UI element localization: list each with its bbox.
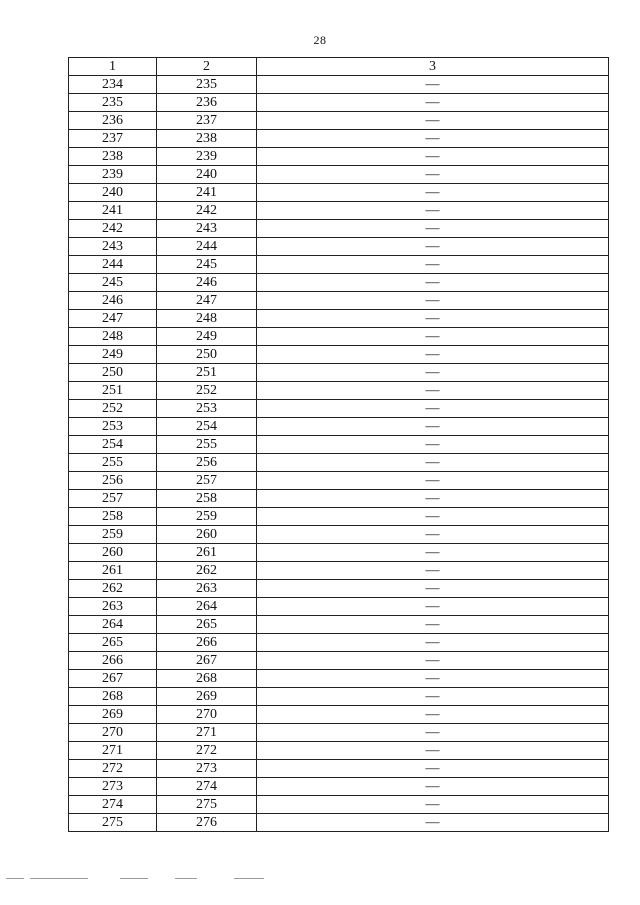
table-row [69,76,609,94]
table-row [69,364,609,382]
table-cell-col-1: 245 [69,274,157,292]
footer-scan-marks [0,874,640,884]
table-row [69,328,609,346]
table-cell-col-3: — [257,634,609,652]
table-row [69,544,609,562]
table-cell-col-1: 240 [69,184,157,202]
table-cell-col-2: 254 [157,418,257,436]
table-row [69,220,609,238]
table-row [69,274,609,292]
table-cell-col-2: 258 [157,490,257,508]
table-cell-col-2: 276 [157,814,257,832]
table-row [69,580,609,598]
table-body [69,76,609,832]
table-cell-col-2: 235 [157,76,257,94]
table-cell-col-3: — [257,382,609,400]
table-cell-col-3: — [257,724,609,742]
table-row [69,706,609,724]
table-cell-col-3: — [257,796,609,814]
table-cell-col-3: — [257,490,609,508]
header-row [69,58,609,76]
table-cell-col-1: 264 [69,616,157,634]
table-cell-col-1: 265 [69,634,157,652]
table-cell-col-3: — [257,364,609,382]
table-cell-col-1: 239 [69,166,157,184]
table-cell-col-1: 270 [69,724,157,742]
table-row [69,256,609,274]
table-cell-col-3: — [257,256,609,274]
table-row [69,634,609,652]
table-cell-col-3: — [257,652,609,670]
table-row [69,598,609,616]
table-cell-col-3: — [257,346,609,364]
table-row [69,418,609,436]
table-row [69,94,609,112]
table-cell-col-2: 252 [157,382,257,400]
table-cell-col-3: — [257,472,609,490]
table-cell-col-1: 267 [69,670,157,688]
table-row [69,724,609,742]
table-cell-col-2: 242 [157,202,257,220]
table-cell-col-3: — [257,616,609,634]
table-cell-col-3: — [257,202,609,220]
table-cell-col-2: 260 [157,526,257,544]
table-cell-col-3: — [257,508,609,526]
table-cell-col-1: 247 [69,310,157,328]
page-number: 28 [313,33,327,47]
table-row [69,310,609,328]
table-cell-col-2: 269 [157,688,257,706]
table-cell-col-1: 271 [69,742,157,760]
table-cell-col-3: — [257,76,609,94]
table-cell-col-2: 248 [157,310,257,328]
table-cell-col-2: 246 [157,274,257,292]
table-cell-col-1: 249 [69,346,157,364]
table-cell-col-2: 259 [157,508,257,526]
table-row [69,112,609,130]
table-cell-col-2: 255 [157,436,257,454]
table-row [69,238,609,256]
table-cell-col-3: — [257,814,609,832]
table-cell-col-1: 263 [69,598,157,616]
table-cell-col-1: 273 [69,778,157,796]
table-cell-col-1: 262 [69,580,157,598]
table-cell-col-1: 253 [69,418,157,436]
table-cell-col-1: 246 [69,292,157,310]
table-cell-col-3: — [257,148,609,166]
table-cell-col-3: — [257,598,609,616]
table-cell-col-2: 261 [157,544,257,562]
table-cell-col-1: 258 [69,508,157,526]
table-cell-col-2: 271 [157,724,257,742]
table-row [69,202,609,220]
table-cell-col-3: — [257,418,609,436]
table-cell-col-3: — [257,544,609,562]
table-cell-col-2: 237 [157,112,257,130]
table-cell-col-3: — [257,688,609,706]
table-row [69,292,609,310]
table-row [69,130,609,148]
table-cell-col-1: 234 [69,76,157,94]
table-cell-col-1: 274 [69,796,157,814]
table-header [69,58,609,76]
table-row [69,400,609,418]
table-row [69,472,609,490]
table-row [69,490,609,508]
table-cell-col-1: 243 [69,238,157,256]
table-row [69,814,609,832]
table-cell-col-3: — [257,778,609,796]
table-cell-col-1: 237 [69,130,157,148]
table-cell-col-1: 260 [69,544,157,562]
table-cell-col-2: 238 [157,130,257,148]
table-cell-col-1: 269 [69,706,157,724]
table-cell-col-2: 257 [157,472,257,490]
table-cell-col-2: 266 [157,634,257,652]
table-row [69,508,609,526]
data-table-container [68,57,608,832]
table-cell-col-2: 243 [157,220,257,238]
table-cell-col-3: — [257,220,609,238]
table-cell-col-3: — [257,94,609,112]
column-header-3: 3 [257,58,609,76]
table-cell-col-1: 242 [69,220,157,238]
table-cell-col-2: 240 [157,166,257,184]
table-cell-col-3: — [257,130,609,148]
table-cell-col-2: 256 [157,454,257,472]
table-row [69,562,609,580]
table-cell-col-3: — [257,742,609,760]
table-cell-col-1: 235 [69,94,157,112]
table-cell-col-1: 238 [69,148,157,166]
table-row [69,526,609,544]
table-row [69,652,609,670]
table-cell-col-3: — [257,292,609,310]
table-cell-col-3: — [257,670,609,688]
table-cell-col-2: 241 [157,184,257,202]
table-row [69,166,609,184]
table-cell-col-1: 272 [69,760,157,778]
table-cell-col-3: — [257,400,609,418]
table-cell-col-1: 257 [69,490,157,508]
table-cell-col-1: 261 [69,562,157,580]
table-cell-col-3: — [257,274,609,292]
table-cell-col-2: 262 [157,562,257,580]
table-cell-col-2: 275 [157,796,257,814]
table-cell-col-3: — [257,454,609,472]
table-cell-col-1: 248 [69,328,157,346]
table-cell-col-2: 264 [157,598,257,616]
table-cell-col-2: 270 [157,706,257,724]
table-cell-col-2: 263 [157,580,257,598]
table-row [69,778,609,796]
table-cell-col-1: 256 [69,472,157,490]
table-cell-col-1: 255 [69,454,157,472]
table-row [69,796,609,814]
table-cell-col-2: 244 [157,238,257,256]
column-header-2: 2 [157,58,257,76]
table-cell-col-2: 274 [157,778,257,796]
table-cell-col-3: — [257,112,609,130]
table-cell-col-2: 268 [157,670,257,688]
table-cell-col-1: 250 [69,364,157,382]
table-cell-col-2: 273 [157,760,257,778]
table-cell-col-1: 244 [69,256,157,274]
table-row [69,454,609,472]
table-row [69,760,609,778]
table-cell-col-1: 236 [69,112,157,130]
table-cell-col-2: 236 [157,94,257,112]
table-row [69,346,609,364]
table-cell-col-3: — [257,562,609,580]
table-cell-col-1: 252 [69,400,157,418]
table-cell-col-1: 275 [69,814,157,832]
table-cell-col-2: 250 [157,346,257,364]
table-cell-col-1: 268 [69,688,157,706]
table-cell-col-3: — [257,184,609,202]
table-cell-col-2: 267 [157,652,257,670]
table-cell-col-3: — [257,706,609,724]
table-cell-col-1: 251 [69,382,157,400]
table-row [69,688,609,706]
table-row [69,184,609,202]
table-cell-col-2: 253 [157,400,257,418]
table-cell-col-2: 245 [157,256,257,274]
table-cell-col-2: 251 [157,364,257,382]
table-cell-col-1: 266 [69,652,157,670]
table-cell-col-2: 272 [157,742,257,760]
table-row [69,148,609,166]
table-row [69,742,609,760]
table-cell-col-1: 254 [69,436,157,454]
table-cell-col-2: 247 [157,292,257,310]
table-cell-col-3: — [257,580,609,598]
table-cell-col-2: 239 [157,148,257,166]
table-row [69,382,609,400]
table-row [69,616,609,634]
table-cell-col-3: — [257,166,609,184]
table-cell-col-1: 241 [69,202,157,220]
data-table [68,57,609,832]
table-row [69,670,609,688]
column-header-1: 1 [69,58,157,76]
table-cell-col-3: — [257,238,609,256]
table-cell-col-1: 259 [69,526,157,544]
table-cell-col-3: — [257,328,609,346]
table-row [69,436,609,454]
table-cell-col-2: 265 [157,616,257,634]
table-cell-col-3: — [257,310,609,328]
table-cell-col-3: — [257,436,609,454]
table-cell-col-3: — [257,760,609,778]
table-cell-col-2: 249 [157,328,257,346]
table-cell-col-3: — [257,526,609,544]
